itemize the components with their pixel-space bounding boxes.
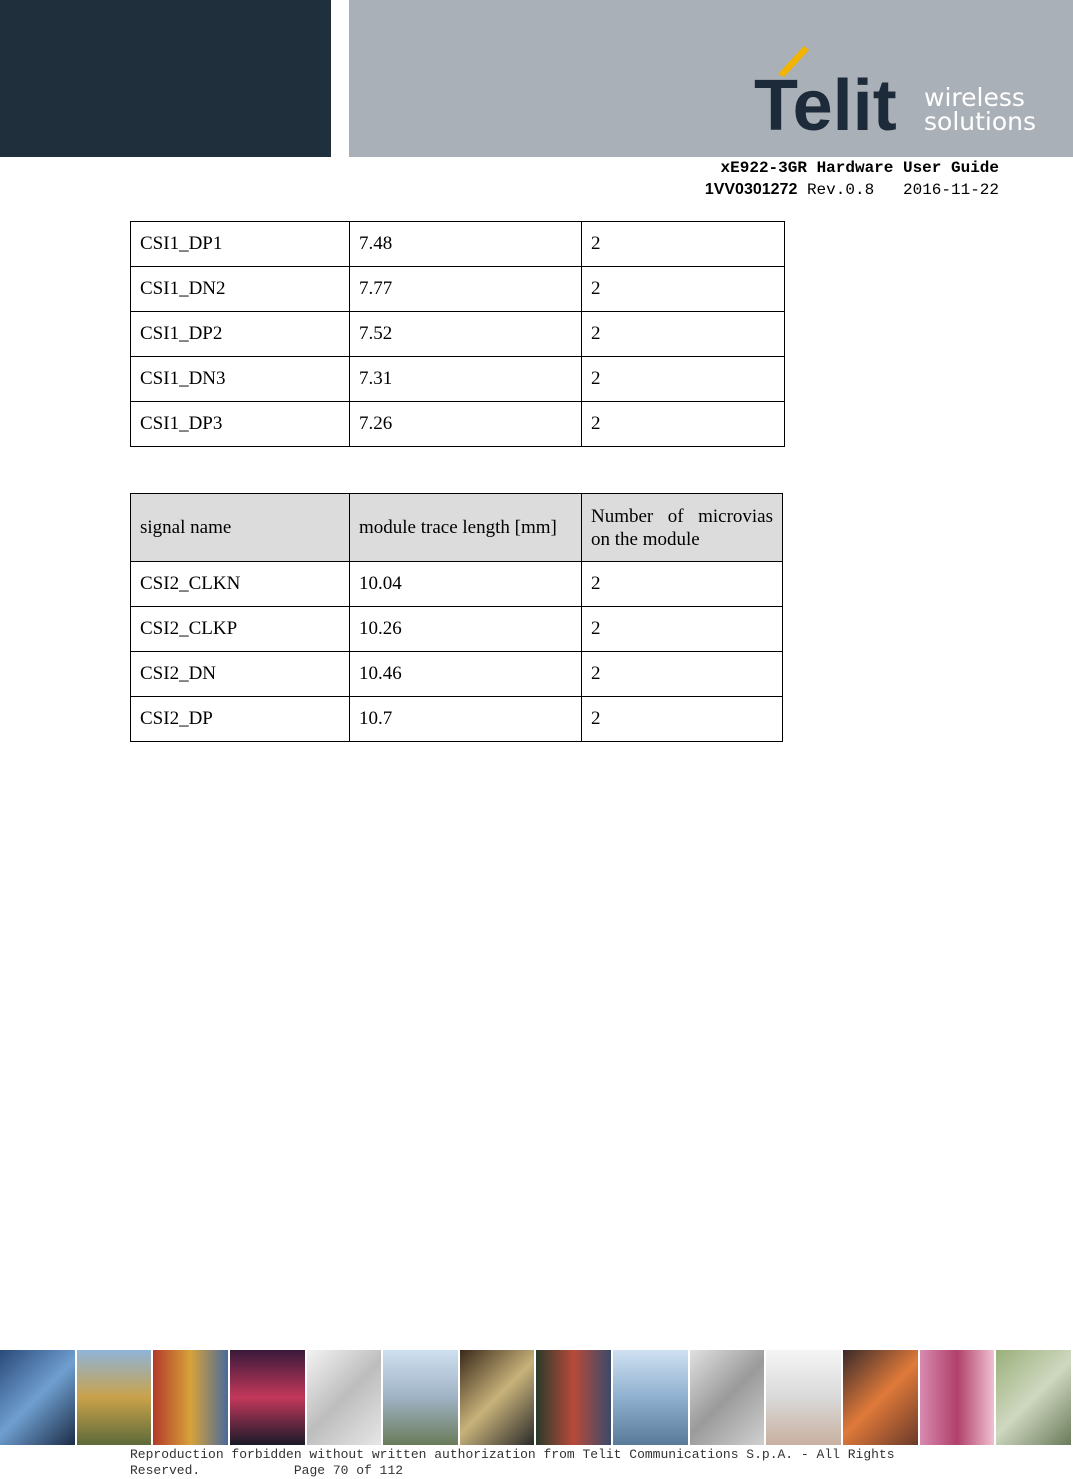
footer-copyright: [130, 1447, 895, 1479]
table-cell: 2: [582, 697, 783, 742]
table-cell: CSI2_CLKN: [131, 562, 350, 607]
footer-photo: [843, 1350, 918, 1445]
table-cell: 7.77: [350, 267, 582, 312]
table-cell: 7.48: [350, 222, 582, 267]
table-row: [131, 222, 785, 267]
table-row: [131, 357, 785, 402]
csi1-trace-table: [130, 221, 785, 447]
csi2-trace-table: [130, 493, 783, 742]
table-row: [131, 402, 785, 447]
footer-photo: [460, 1350, 535, 1445]
footer-photo: [0, 1350, 75, 1445]
table-cell: CSI1_DP1: [131, 222, 350, 267]
table-cell: 2: [582, 357, 785, 402]
table-cell: 7.26: [350, 402, 582, 447]
footer-photo: [536, 1350, 611, 1445]
document-code: 1VV0301272: [704, 181, 798, 198]
table-cell: 2: [582, 222, 785, 267]
document-title: xE922-3GR Hardware User Guide: [720, 159, 999, 177]
document-header: [705, 157, 999, 201]
table-cell: 2: [582, 562, 783, 607]
document-rev: Rev.0.8: [806, 181, 875, 199]
table-row: [131, 652, 783, 697]
page-number: Page 70 of 112: [293, 1463, 404, 1478]
table-row: [131, 562, 783, 607]
footer-photo: [613, 1350, 688, 1445]
table-cell: CSI2_CLKP: [131, 607, 350, 652]
table-cell: 2: [582, 312, 785, 357]
table-header-cell: signal name: [131, 494, 350, 562]
table-header-cell: Number of microvias on the module: [582, 494, 783, 562]
logo-tagline-1: wireless: [924, 83, 1025, 112]
table-cell: 10.46: [350, 652, 582, 697]
telit-logo: [752, 44, 1042, 139]
table-cell: CSI1_DP3: [131, 402, 350, 447]
footer-photo: [766, 1350, 841, 1445]
footer-line-2: Reserved.: [130, 1463, 201, 1478]
footer-photo-strip: [0, 1350, 1073, 1445]
table-cell: CSI2_DN: [131, 652, 350, 697]
table-header-cell: module trace length [mm]: [350, 494, 582, 562]
footer-photo: [153, 1350, 228, 1445]
footer-photo: [230, 1350, 305, 1445]
table-cell: 7.52: [350, 312, 582, 357]
table-row: [131, 267, 785, 312]
table-cell: CSI1_DN2: [131, 267, 350, 312]
table-cell: 2: [582, 267, 785, 312]
footer-photo: [690, 1350, 765, 1445]
footer-line-1: Reproduction forbidden without written authorization from Telit Communications S.p.A. - All Rights: [130, 1447, 895, 1462]
footer-photo: [307, 1350, 382, 1445]
table-cell: CSI1_DP2: [131, 312, 350, 357]
table-row: [131, 697, 783, 742]
document-revision-line: [705, 179, 999, 201]
footer-photo: [996, 1350, 1071, 1445]
logo-word: Telit: [754, 66, 897, 139]
table-header-row: [131, 494, 783, 562]
footer-photo: [383, 1350, 458, 1445]
footer-photo: [920, 1350, 995, 1445]
table-cell: 2: [582, 402, 785, 447]
table-cell: 7.31: [350, 357, 582, 402]
table-row: [131, 312, 785, 357]
table-cell: 10.26: [350, 607, 582, 652]
table-cell: CSI1_DN3: [131, 357, 350, 402]
table-cell: CSI2_DP: [131, 697, 350, 742]
logo-tagline-2: solutions: [924, 107, 1037, 136]
document-date: 2016-11-22: [902, 181, 999, 199]
table-cell: 10.7: [350, 697, 582, 742]
table-cell: 2: [582, 652, 783, 697]
table-cell: 10.04: [350, 562, 582, 607]
footer-photo: [77, 1350, 152, 1445]
table-row: [131, 607, 783, 652]
table-cell: 2: [582, 607, 783, 652]
header-dark-panel: [0, 0, 331, 157]
